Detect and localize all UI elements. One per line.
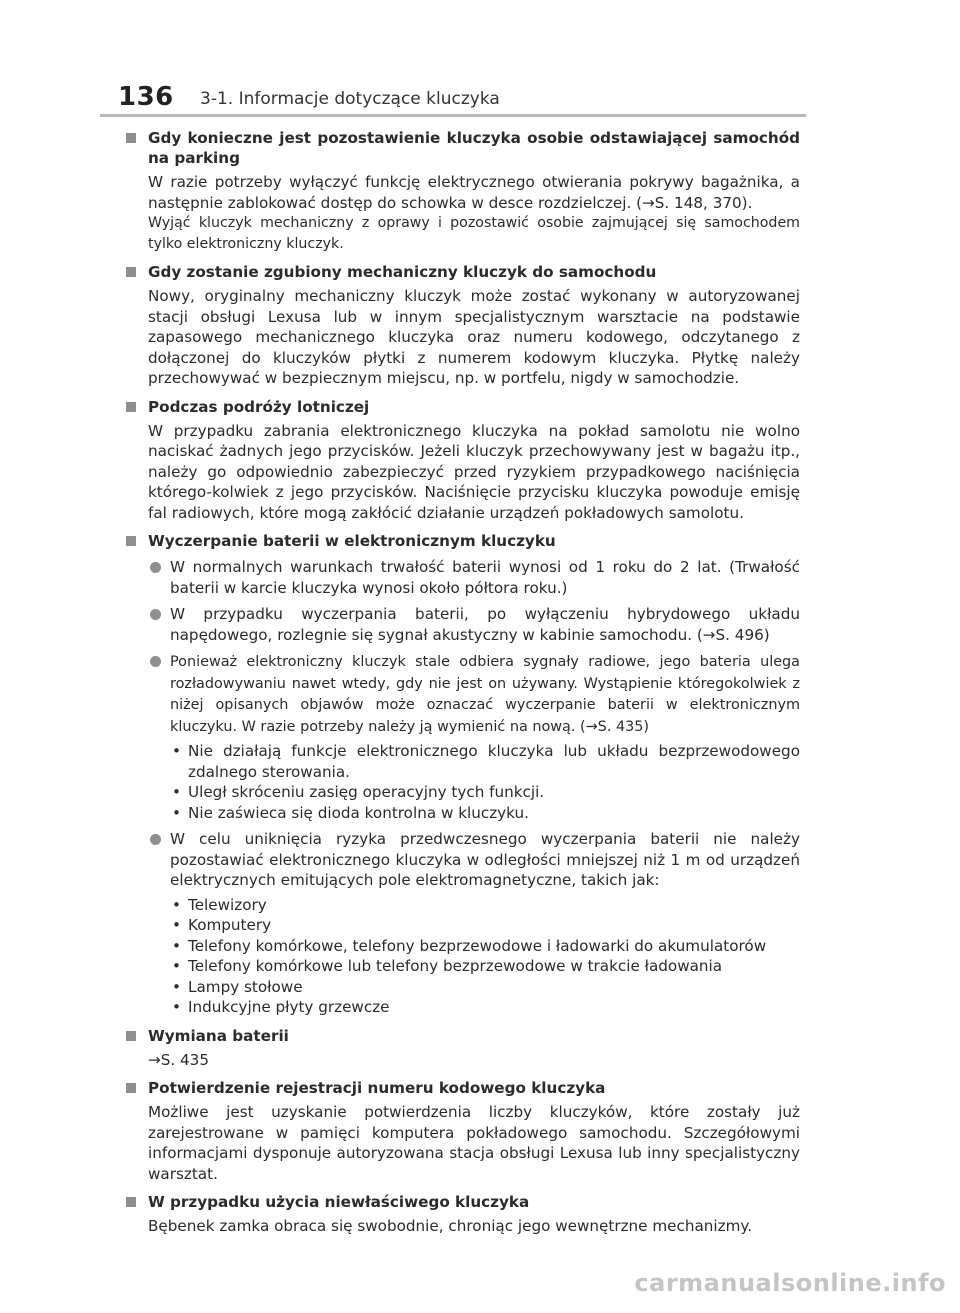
- section-paragraph: Nowy, oryginalny mechaniczny kluczyk może zostać wykonany w autoryzowanej stacji obsługi Lexusa lub w innym specjalistycznym warsztacie na podstawie zapasowego mechanicznego kluczyka oraz numeru kodowego, odczytanego z dołączonej do kluczyków płytki z numerem kodowym kluczyka. Płytkę należy przechowywać w bezpiecznym miejscu, np. w portfelu, nigdy w samochodzie.: [148, 287, 800, 387]
- watermark-link[interactable]: carmanualsonline.info: [634, 1269, 946, 1297]
- circle-list-item: [126, 829, 800, 891]
- circle-item-text: W normalnych warunkach trwałość baterii wynosi od 1 roku do 2 lat. (Trwałość baterii w karcie kluczyka wynosi około półtora roku.): [170, 558, 800, 597]
- device-bullet-list: [126, 895, 800, 1018]
- section-paragraph: W razie potrzeby wyłączyć funkcję elektrycznego otwierania pokrywy bagażnika, a następnie zablokować dostęp do schowka w desce rozdzielczej. (→S. 148, 370).: [148, 173, 800, 212]
- section-paragraph-small: Wyjąć kluczyk mechaniczny z oprawy i pozostawić osobie zajmującej się samochodem tylko elektroniczny kluczyk.: [148, 215, 800, 252]
- symptom-bullet-list: [126, 741, 800, 823]
- section-valet-parking: [126, 128, 800, 254]
- page-number: 136: [118, 82, 174, 112]
- page-reference: →S. 435: [148, 1050, 210, 1069]
- section-heading-text: Wymiana baterii: [148, 1026, 289, 1045]
- section-paragraph: W przypadku zabrania elektronicznego kluczyka na pokład samolotu nie wolno naciskać żadnych jego przycisków. Jeżeli kluczyk przechowywany jest w bagażu itp., należy go odpowiednio zabezpieczyć przed ryzykiem przypadkowego naciśnięcia którego-kolwiek z jego przycisków. Naciśnięcie przycisku kluczyka powoduje emisję fal radiowych, które mogą zakłócić działanie urządzeń pokładowych samolotu.: [148, 421, 800, 522]
- bullet-item: • Nie działają funkcje elektronicznego kluczyka lub układu bezprzewodowego zdalnego sterowania.: [172, 741, 800, 782]
- square-bullet-icon: [126, 133, 136, 143]
- circle-list-item: [126, 604, 800, 645]
- circle-bullet-icon: [150, 656, 161, 667]
- circle-item-text: Ponieważ elektroniczny kluczyk stale odbiera sygnały radiowe, jego bateria ulega rozładowywaniu nawet wtedy, gdy nie jest on używany. Wystąpienie któregokolwiek z niżej opisanych objawów może oznaczać wyczerpanie baterii w elektronicznym kluczyku. W razie potrzeby należy ją wymienić na nową. (→S. 435): [170, 654, 800, 735]
- square-bullet-icon: [126, 1197, 136, 1207]
- circle-bullet-icon: [150, 609, 161, 620]
- circle-list-item: [126, 557, 800, 598]
- section-battery-depletion: [126, 531, 800, 1018]
- bullet-item: • Lampy stołowe: [172, 977, 800, 998]
- page-header: [100, 82, 806, 116]
- square-bullet-icon: [126, 1083, 136, 1093]
- section-key-code-confirmation: [126, 1078, 800, 1184]
- circle-list-item: [126, 651, 800, 737]
- circle-item-text: W przypadku wyczerpania baterii, po wyłączeniu hybrydowego układu napędowego, rozlegnie się sygnał akustyczny w kabinie samochodu. (→S. 496): [170, 605, 800, 644]
- section-heading: [126, 1192, 800, 1212]
- section-heading: [126, 262, 800, 282]
- section-heading: [126, 128, 800, 168]
- circle-bullet-icon: [150, 562, 161, 573]
- section-lost-key: [126, 262, 800, 389]
- section-paragraph: Możliwe jest uzyskanie potwierdzenia liczby kluczyków, które zostały już zarejestrowane w pamięci komputera pokładowego samochodu. Szczegółowymi informacjami dysponuje autoryzowana stacja obsługi Lexusa lub inny specjalistyczny warsztat.: [148, 1103, 800, 1183]
- square-bullet-icon: [126, 536, 136, 546]
- section-air-travel: [126, 397, 800, 524]
- bullet-item: • Telewizory: [172, 895, 800, 916]
- bullet-item: • Komputery: [172, 915, 800, 936]
- section-heading-text: Wyczerpanie baterii w elektronicznym kluczyku: [148, 532, 556, 550]
- section-heading-text: W przypadku użycia niewłaściwego kluczyka: [148, 1193, 530, 1211]
- section-wrong-key: [126, 1192, 800, 1237]
- bullet-item: • Uległ skróceniu zasięg operacyjny tych funkcji.: [172, 782, 800, 803]
- bullet-item: • Telefony komórkowe lub telefony bezprzewodowe w trakcie ładowania: [172, 956, 800, 977]
- section-heading: [126, 1078, 800, 1098]
- header-divider: [100, 114, 806, 117]
- square-bullet-icon: [126, 1031, 136, 1041]
- section-heading: [126, 397, 800, 417]
- square-bullet-icon: [126, 402, 136, 412]
- circle-item-text: W celu uniknięcia ryzyka przedwczesnego wyczerpania baterii nie należy pozostawiać elektronicznego kluczyka w odległości mniejszej niż 1 m od urządzeń elektrycznych emitujących pole elektromagnetyczne, takich jak:: [170, 830, 800, 889]
- bullet-item: • Indukcyjne płyty grzewcze: [172, 997, 800, 1018]
- square-bullet-icon: [126, 267, 136, 277]
- section-heading: [126, 531, 800, 551]
- section-battery-replacement: [126, 1026, 800, 1071]
- section-paragraph: Bębenek zamka obraca się swobodnie, chroniąc jego wewnętrzne mechanizmy.: [148, 1217, 753, 1235]
- section-heading-text: Podczas podróży lotniczej: [148, 397, 370, 416]
- section-heading: [126, 1026, 800, 1046]
- section-heading-text: Gdy konieczne jest pozostawienie kluczyka osobie odstawiającej samochód na parking: [148, 129, 800, 167]
- section-title: 3-1. Informacje dotyczące kluczyka: [200, 89, 500, 109]
- section-heading-text: Potwierdzenie rejestracji numeru kodowego kluczyka: [148, 1079, 606, 1097]
- circle-bullet-icon: [150, 834, 161, 845]
- bullet-item: • Telefony komórkowe, telefony bezprzewodowe i ładowarki do akumulatorów: [172, 936, 800, 957]
- bullet-item: • Nie zaświeca się dioda kontrolna w kluczyku.: [172, 803, 800, 824]
- section-heading-text: Gdy zostanie zgubiony mechaniczny kluczyk do samochodu: [148, 263, 657, 281]
- page-content: [126, 128, 800, 1245]
